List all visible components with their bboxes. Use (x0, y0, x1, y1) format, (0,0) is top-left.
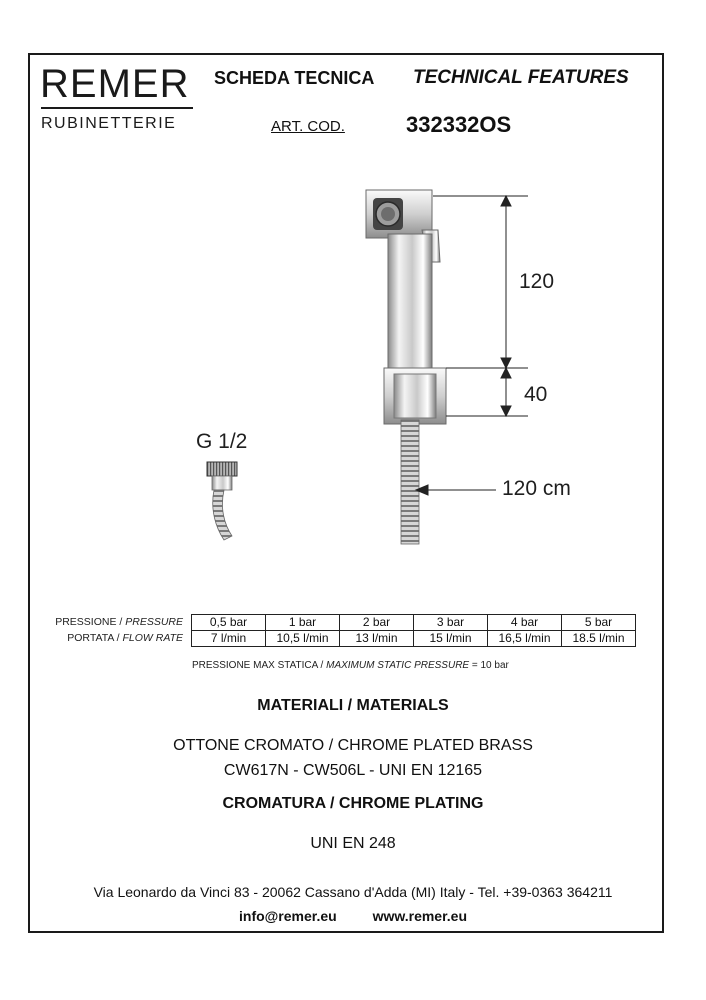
plating-standard: UNI EN 248 (310, 835, 396, 852)
title-italian: SCHEDA TECNICA (214, 68, 375, 88)
table-cell: 1 bar (266, 615, 340, 631)
company-address: Via Leonardo da Vinci 83 - 20062 Cassano d'Adda (MI) Italy - Tel. +39-0363 364211 (93, 884, 613, 900)
hand-shower (366, 190, 446, 544)
table-cell: 13 l/min (340, 631, 414, 647)
table-cell: 4 bar (488, 615, 562, 631)
table-row (42, 615, 636, 631)
table-cell: 15 l/min (414, 631, 488, 647)
table-cell: 2 bar (340, 615, 414, 631)
article-code-label: ART. COD. (271, 118, 345, 135)
title-english: TECHNICAL FEATURES (413, 67, 629, 88)
table-cell: 7 l/min (192, 631, 266, 647)
dimension-bracket-label: 40 (524, 383, 548, 406)
plating-title: CROMATURA / CHROME PLATING (222, 795, 484, 812)
dimension-height-label: 120 (519, 270, 555, 293)
materials-title: MATERIALI / MATERIALS (257, 697, 449, 714)
logo-wordmark: REMER (40, 62, 190, 106)
footer-contacts (0, 908, 706, 924)
hose-end-connector (207, 462, 237, 540)
website-link[interactable]: www.remer.eu (372, 908, 467, 924)
article-code: 332332OS (406, 112, 512, 137)
pressure-row-label: PRESSIONE / PRESSURE (55, 616, 183, 628)
table-cell: 10,5 l/min (266, 631, 340, 647)
table-cell: 5 bar (562, 615, 636, 631)
table-cell: 0,5 bar (192, 615, 266, 631)
max-pressure-note: PRESSIONE MAX STATICA / MAXIMUM STATIC PRESSURE = 10 bar (192, 660, 509, 671)
table-row (42, 631, 636, 647)
pressure-flow-table (42, 614, 636, 647)
logo-subtitle: RUBINETTERIE (41, 115, 177, 132)
materials-line-2: CW617N - CW506L - UNI EN 12165 (223, 762, 483, 779)
dimension-hose-label: 120 cm (502, 477, 571, 500)
thread-size-label: G 1/2 (196, 430, 248, 453)
table-cell: 18.5 l/min (562, 631, 636, 647)
table-cell: 3 bar (414, 615, 488, 631)
table-cell: 16,5 l/min (488, 631, 562, 647)
materials-line-1: OTTONE CROMATO / CHROME PLATED BRASS (173, 737, 533, 754)
flow-row-label: PORTATA / FLOW RATE (67, 632, 183, 644)
email-link[interactable]: info@remer.eu (239, 908, 337, 924)
